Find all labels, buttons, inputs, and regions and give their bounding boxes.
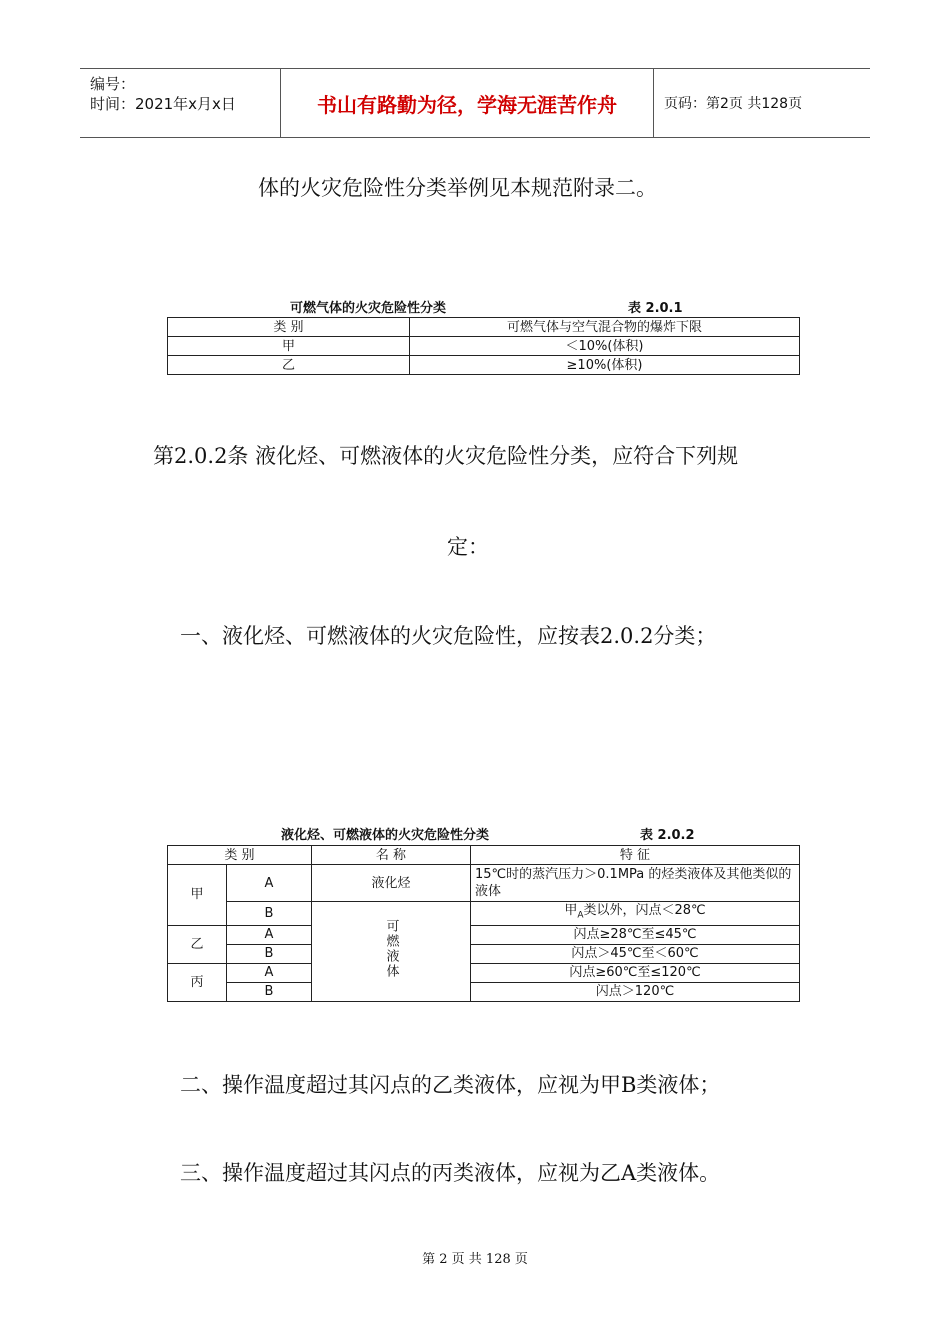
page-header bbox=[80, 68, 870, 138]
table-header-cell: 类 别 bbox=[168, 318, 410, 337]
subclass-cell: B bbox=[227, 902, 312, 926]
subclass-cell: A bbox=[227, 865, 312, 902]
subclass-cell: A bbox=[227, 925, 312, 944]
merged-name-text: 可燃液体 bbox=[383, 918, 399, 979]
table-header-cell: 可燃气体与空气混合物的爆炸下限 bbox=[410, 318, 800, 337]
feature-cell: 闪点≥28℃至≤45℃ bbox=[471, 925, 800, 944]
page-footer: 第 2 页 共 128 页 bbox=[422, 1252, 528, 1267]
feature-subscript: A bbox=[577, 910, 584, 921]
feature-cell bbox=[471, 902, 800, 926]
table-liquid-classification bbox=[167, 845, 800, 1002]
subclass-cell: B bbox=[227, 982, 312, 1001]
paragraph-5: 二、操作温度超过其闪点的乙类液体，应视为甲B类液体； bbox=[180, 1073, 721, 1097]
table-header-cell: 特 征 bbox=[471, 846, 800, 865]
table-row bbox=[168, 356, 800, 375]
table-cell: 乙 bbox=[168, 356, 410, 375]
table-row bbox=[168, 963, 800, 982]
table-header-row bbox=[168, 846, 800, 865]
table-row bbox=[168, 925, 800, 944]
class-cell: 甲 bbox=[168, 865, 227, 926]
table-header-cell: 名 称 bbox=[312, 846, 471, 865]
feature-cell: 闪点＞120℃ bbox=[471, 982, 800, 1001]
class-cell: 乙 bbox=[168, 925, 227, 963]
header-meta bbox=[80, 69, 281, 137]
feature-cell: 15℃时的蒸汽压力＞0.1MPa 的烃类液体及其他类似的液体 bbox=[471, 865, 800, 902]
table1-number: 表 2.0.1 bbox=[628, 301, 683, 316]
table-cell: ≥10%(体积) bbox=[410, 356, 800, 375]
header-motto: 书山有路勤为径，学海无涯苦作舟 bbox=[281, 69, 654, 137]
paragraph-1: 体的火灾危险性分类举例见本规范附录二。 bbox=[258, 176, 657, 200]
table-cell: ＜10%(体积) bbox=[410, 337, 800, 356]
header-page-info: 页码：第2页 共128页 bbox=[664, 96, 803, 112]
paragraph-3: 定： bbox=[447, 535, 489, 559]
table2-title: 液化烃、可燃液体的火灾危险性分类 bbox=[281, 828, 490, 843]
table-row bbox=[168, 944, 800, 963]
subclass-cell: A bbox=[227, 963, 312, 982]
paragraph-6: 三、操作温度超过其闪点的丙类液体，应视为乙A类液体。 bbox=[180, 1161, 721, 1185]
table-gas-classification bbox=[167, 317, 800, 375]
feature-cell: 闪点＞45℃至＜60℃ bbox=[471, 944, 800, 963]
subclass-cell: B bbox=[227, 944, 312, 963]
table-row bbox=[168, 865, 800, 902]
table-cell: 甲 bbox=[168, 337, 410, 356]
table-header-cell: 类 别 bbox=[168, 846, 312, 865]
number-label: 编号： bbox=[90, 75, 136, 93]
table-header-row bbox=[168, 318, 800, 337]
table-row bbox=[168, 982, 800, 1001]
feature-post: 类以外，闪点＜28℃ bbox=[583, 903, 706, 918]
feature-cell: 闪点≥60℃至≤120℃ bbox=[471, 963, 800, 982]
table2-number: 表 2.0.2 bbox=[640, 828, 695, 843]
class-cell: 丙 bbox=[168, 963, 227, 1001]
table-row bbox=[168, 337, 800, 356]
paragraph-4: 一、液化烃、可燃液体的火灾危险性，应按表2.0.2分类； bbox=[180, 624, 717, 648]
table1-title: 可燃气体的火灾危险性分类 bbox=[290, 301, 447, 316]
name-cell: 液化烃 bbox=[312, 865, 471, 902]
merged-name-cell bbox=[312, 902, 471, 1002]
table-row bbox=[168, 902, 800, 926]
paragraph-2: 第2.0.2条 液化烃、可燃液体的火灾危险性分类，应符合下列规 bbox=[153, 444, 739, 468]
date-label: 时间：2021年x月x日 bbox=[90, 95, 236, 113]
feature-pre: 甲 bbox=[564, 903, 578, 918]
